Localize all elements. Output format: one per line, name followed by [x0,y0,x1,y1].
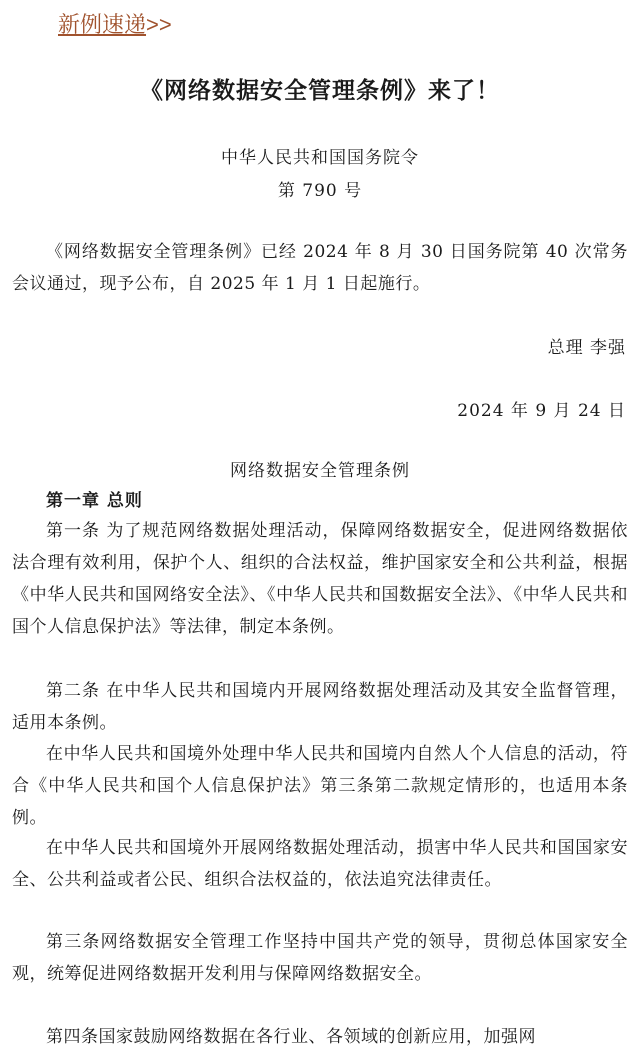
top-nav [58,8,172,39]
article-paragraph: 在中华人民共和国境外开展网络数据处理活动，损害中华人民共和国国家安全、公共利益或者公民、组织合法权益的，依法追究法律责任。 [12,838,628,890]
article-paragraph: 第三条网络数据安全管理工作坚持中国共产党的领导，贯彻总体国家安全观，统筹促进网络数据开发利用与保障网络数据安全。 [12,932,628,984]
issue-date: 2024 年 9 月 24 日 [457,401,626,421]
article-paragraph: 第四条国家鼓励网络数据在各行业、各领域的创新应用，加强网 [46,1027,536,1047]
order-number: 第 790 号 [277,181,363,201]
signatory: 总理 李强 [547,338,626,358]
nav-arrows[interactable]: >> [146,12,172,37]
news-link[interactable]: 新例速递 [58,12,147,37]
regulation-title: 网络数据安全管理条例 [230,461,410,481]
article-paragraph: 第二条 在中华人民共和国境内开展网络数据处理活动及其安全监督管理，适用本条例。 [12,681,628,733]
issuer-line: 中华人民共和国国务院令 [221,148,419,168]
page-title: 《网络数据安全管理条例》来了！ [140,77,500,104]
article-paragraph: 在中华人民共和国境外处理中华人民共和国境内自然人个人信息的活动，符合《中华人民共和国个人信息保护法》第三条第二款规定情形的，也适用本条例。 [12,744,628,828]
article-paragraph: 第一条 为了规范网络数据处理活动，保障网络数据安全，促进网络数据依法合理有效利用，保护个人、组织的合法权益，维护国家安全和公共利益，根据《中华人民共和国网络安全法》、《中华人民共和国数据安全法》、《中华人民共和国个人信息保护法》等法律，制定本条例。 [12,521,628,637]
intro-paragraph: 《网络数据安全管理条例》已经 2024 年 8 月 30 日国务院第 40 次常务会议通过，现予公布，自 2025 年 1 月 1 日起施行。 [12,242,628,294]
chapter-heading: 第一章 总则 [46,491,143,511]
